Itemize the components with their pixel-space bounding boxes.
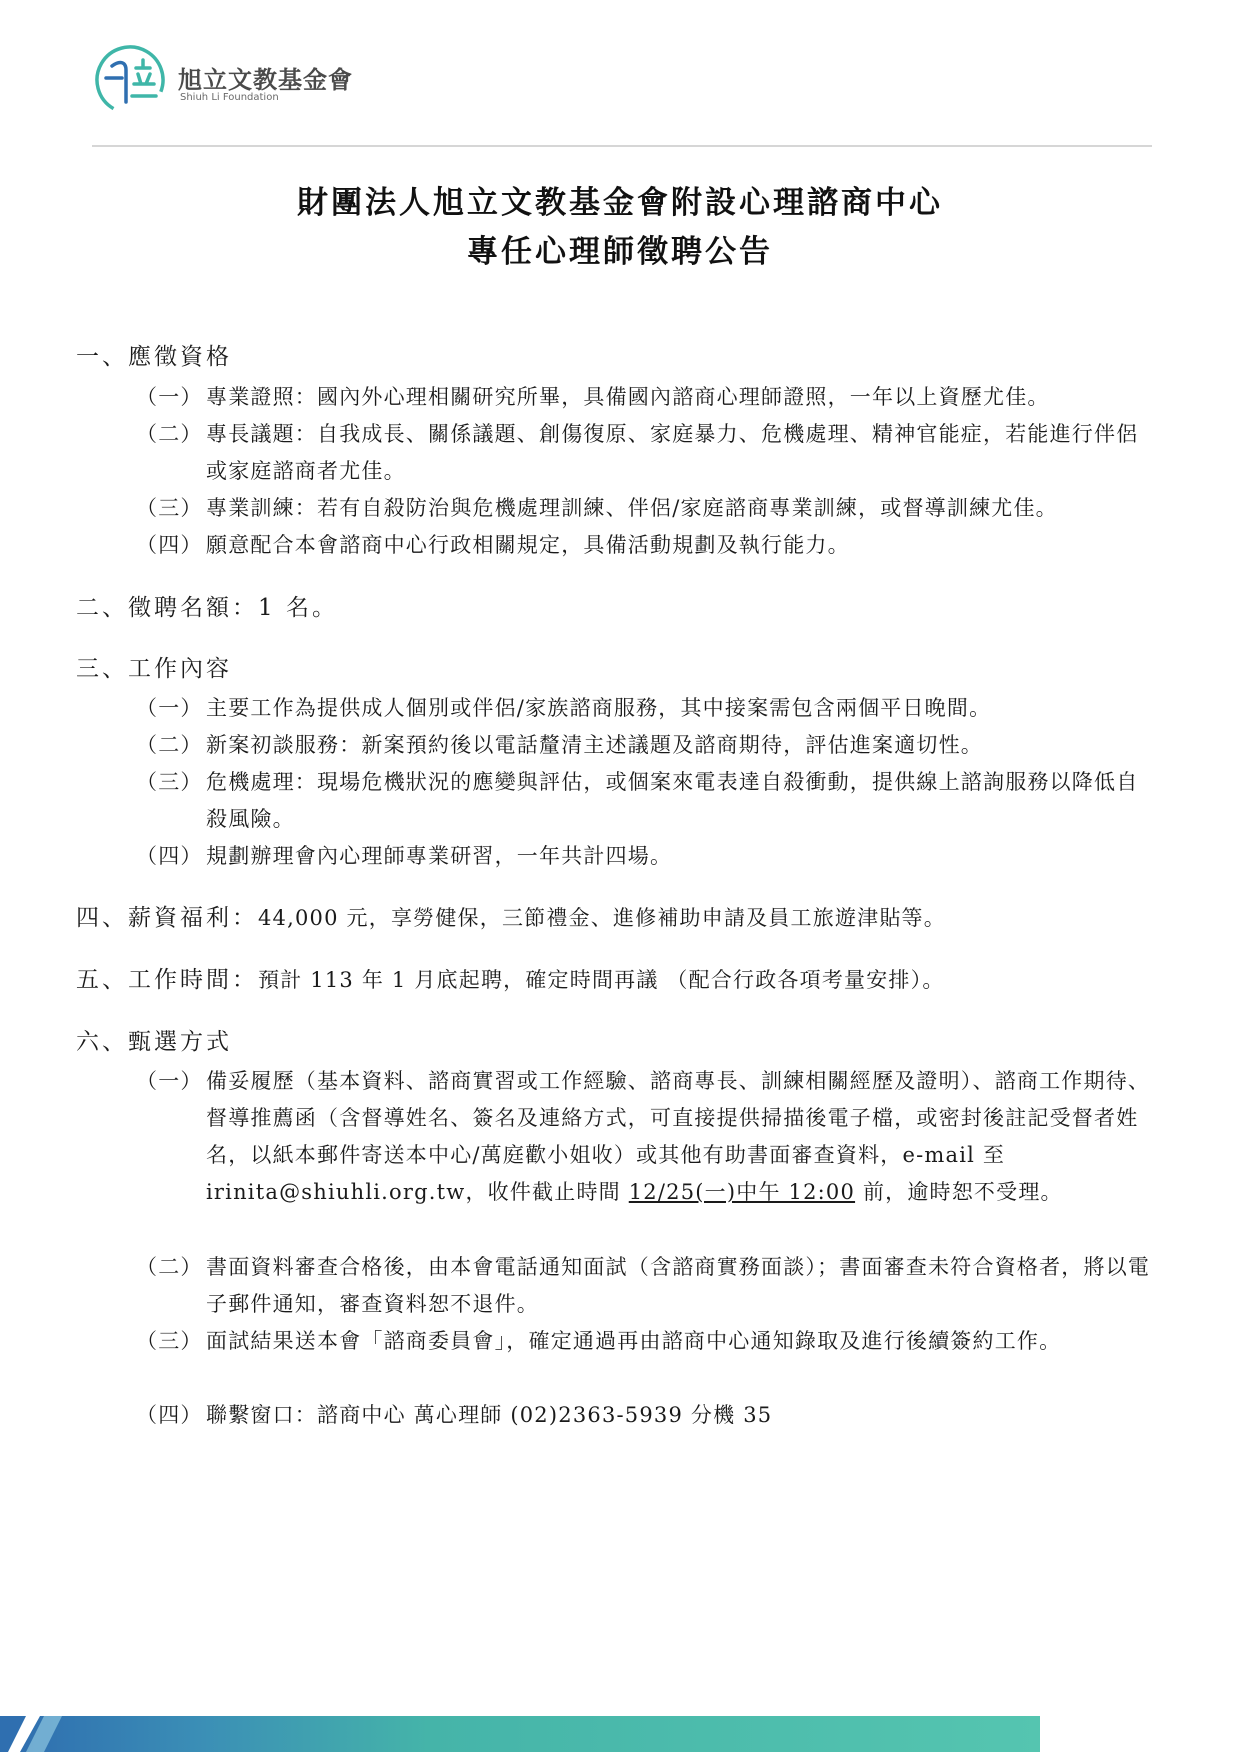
- section-qualifications-heading: 一、應徵資格: [76, 344, 232, 370]
- section-openings-heading: 二、徵聘名額：: [76, 595, 258, 621]
- list-item-text: 專業證照：國內外心理相關研究所畢，具備國內諮商心理師證照，一年以上資歷尤佳。: [206, 385, 1050, 409]
- list-item-text: 面試結果送本會「諮商委員會」，確定通過再由諮商中心通知錄取及進行後續簽約工作。: [206, 1329, 1062, 1353]
- section-salary: [76, 903, 946, 933]
- section-salary-value: 44,000 元，享勞健保，三節禮金、進修補助申請及員工旅遊津貼等。: [258, 906, 946, 930]
- application-deadline: 12/25(一)中午 12:00: [628, 1180, 856, 1204]
- organization-name: 旭立文教基金會: [178, 66, 353, 94]
- section-openings: [76, 593, 338, 623]
- list-item-number: （四）: [136, 844, 203, 868]
- list-item-number: （二）: [136, 422, 203, 446]
- organization-english-name: Shiuh Li Foundation: [180, 92, 279, 103]
- list-item: [136, 527, 1156, 564]
- section-work-time: [76, 965, 945, 995]
- list-item: [136, 690, 1156, 727]
- document-subtitle: 專任心理師徵聘公告: [467, 234, 773, 270]
- list-item: [136, 1063, 1156, 1211]
- list-item-number: （二）: [136, 1255, 203, 1279]
- list-item-number: （一）: [136, 1069, 203, 1093]
- list-item: [136, 379, 1156, 416]
- application-instructions: 備妥履歷（基本資料、諮商實習或工作經驗、諮商專長、訓練相關經歷及證明）、諮商工作期待、督導推薦函（含督導姓名、簽名及連絡方式，可直接提供掃描後電子檔，或密封後註記受督者姓名，以紙本郵件寄送本中心/萬庭歡小姐收）或其他有助書面審查資料，e-mail 至 irinita@shiuhli.org.tw，收件截止時間: [206, 1069, 1151, 1204]
- list-item-text: 願意配合本會諮商中心行政相關規定，具備活動規劃及執行能力。: [206, 533, 850, 557]
- list-item-number: （三）: [136, 1329, 203, 1353]
- application-late-note: 前，逾時恕不受理。: [855, 1180, 1063, 1204]
- list-item-text: 書面資料審查合格後，由本會電話通知面試（含諮商實務面談）；書面審查未符合資格者，將以電子郵件通知，審查資料恕不退件。: [206, 1255, 1151, 1316]
- section-openings-value: 1 名。: [258, 595, 338, 621]
- list-item-text: 聯繫窗口：諮商中心 萬心理師 (02)2363-5939 分機 35: [206, 1403, 773, 1427]
- list-item-text: 危機處理：現場危機狀況的應變與評估，或個案來電表達自殺衝動，提供線上諮詢服務以降低自殺風險。: [206, 770, 1139, 831]
- list-item-text: 規劃辦理會內心理師專業研習，一年共計四場。: [206, 844, 673, 868]
- section-work-time-heading: 五、工作時間：: [76, 967, 258, 993]
- list-item-number: （二）: [136, 733, 203, 757]
- list-item: [136, 838, 1156, 875]
- list-item-text: 主要工作為提供成人個別或伴侶/家族諮商服務，其中接案需包含兩個平日晚間。: [206, 696, 992, 720]
- list-item: [136, 490, 1156, 527]
- list-item: [136, 1323, 1156, 1360]
- section-selection-heading: 六、甄選方式: [76, 1029, 232, 1055]
- list-item-number: （一）: [136, 385, 203, 409]
- document-title: 財團法人旭立文教基金會附設心理諮商中心: [297, 185, 943, 221]
- list-item: [136, 1397, 1156, 1434]
- list-item-number: （一）: [136, 696, 203, 720]
- list-item: [136, 764, 1156, 838]
- list-item-number: （三）: [136, 770, 203, 794]
- list-item-text: [206, 1063, 1156, 1211]
- list-item-number: （四）: [136, 1403, 203, 1427]
- list-item: [136, 727, 1156, 764]
- list-item: [136, 1249, 1156, 1323]
- decorative-footer-band: [0, 1716, 1040, 1752]
- section-salary-heading: 四、薪資福利：: [76, 905, 258, 931]
- list-item-text: 新案初談服務：新案預約後以電話釐清主述議題及諮商期待，評估進案適切性。: [206, 733, 983, 757]
- section-duties-heading: 三、工作內容: [76, 656, 232, 682]
- section-work-time-value: 預計 113 年 1 月底起聘，確定時間再議 （配合行政各項考量安排）。: [258, 968, 945, 992]
- list-item: [136, 416, 1156, 490]
- list-item-text: 專長議題：自我成長、關係議題、創傷復原、家庭暴力、危機處理、精神官能症，若能進行伴侶或家庭諮商者尤佳。: [206, 422, 1139, 483]
- list-item-number: （三）: [136, 496, 203, 520]
- list-item-text: 專業訓練：若有自殺防治與危機處理訓練、伴侶/家庭諮商專業訓練，或督導訓練尤佳。: [206, 496, 1058, 520]
- list-item-number: （四）: [136, 533, 203, 557]
